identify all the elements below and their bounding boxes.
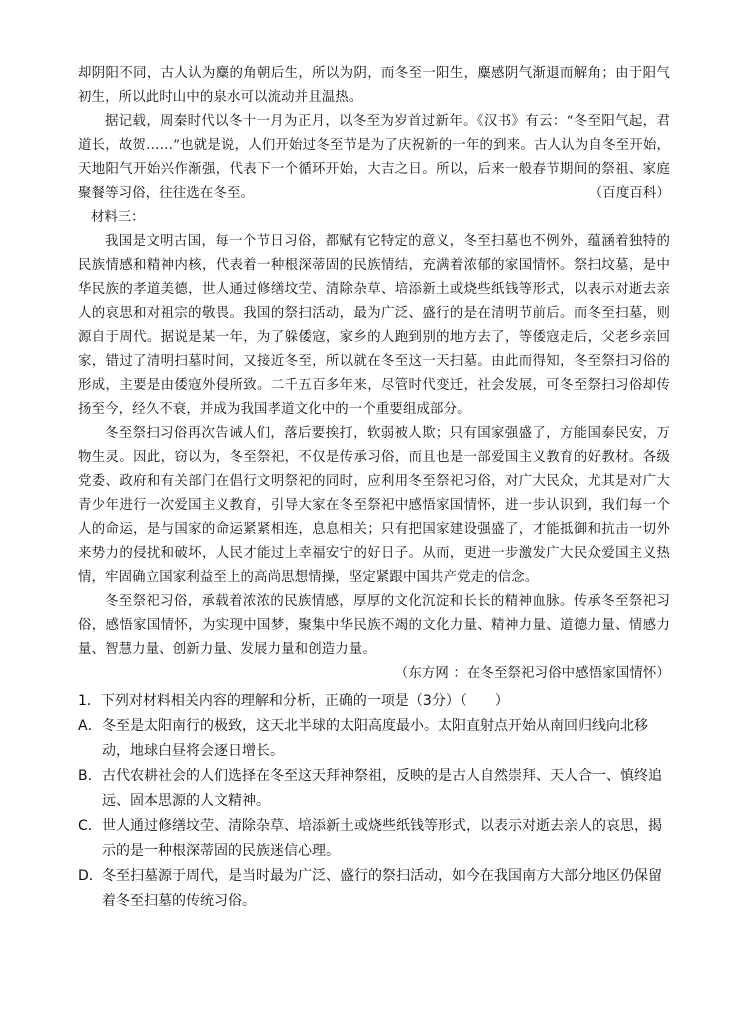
- option-b[interactable]: [78, 764, 670, 814]
- passage-paragraph-2-text: 据记载，周秦时代以冬十一月为正月，以冬至为岁首过新年。《汉书》有云：“冬至阳气起，君道长，故贺……”也就是说，人们开始过冬至节是为了庆祝新的一年的到来。古人认为自冬至开始，天地阳气开始兴作渐强，代表下一个循环开始，大吉之日。所以，后来一般春节期间的祭祖、家庭聚餐等习俗，往往选在冬至。: [78, 114, 670, 201]
- option-d-text: 冬至扫墓源于周代，是当时最为广泛、盛行的祭扫活动，如今在我国南方大部分地区仍保留着冬至扫墓的传统习俗。: [102, 868, 662, 909]
- option-d-letter: D．: [78, 868, 103, 884]
- question-1: [78, 689, 670, 914]
- option-c-text: 世人通过修缮坟茔、清除杂草、培添新土或烧些纸钱等形式，以表示对逝去亲人的哀思，揭示的是一种根深蒂固的民族迷信心理。: [102, 818, 662, 859]
- option-b-letter: B．: [78, 768, 102, 784]
- option-a[interactable]: [78, 714, 670, 764]
- source-citation-baidu: （百度百科）: [588, 186, 670, 201]
- passage-paragraph-3: 我国是文明古国，每一个节日习俗，都赋有它特定的意义，冬至扫墓也不例外，蕴涵着独特的民族情感和精神内核，代表着一种根深蒂固的民族情结，充满着浓郁的家国情怀。祭扫坟墓，是中华民族的孝道美德，世人通过修缮坟茔、清除杂草、培添新土或烧些纸钱等形式，以表示对逝去亲人的哀思和对祖宗的敬畏。我国的祭扫活动，最为广泛、盛行的是在清明节前后。而冬至扫墓，则源自于周代。据说是某一年，为了躲倭寇，家乡的人跑到别的地方去了，等倭寇走后，父老乡亲回家，错过了清明扫墓时间，又接近冬至，所以就在冬至这一天扫墓。由此而得知，冬至祭扫习俗的形成，主要是由倭寇外侵所致。二千五百多年来，尽管时代变迁，社会发展，可冬至祭扫习俗却传扬至今，经久不衰，并成为我国孝道文化中的一个重要组成部分。: [78, 234, 670, 417]
- option-c-letter: C．: [78, 818, 102, 834]
- option-a-text: 冬至是太阳南行的极致，这天北半球的太阳高度最小。太阳直射点开始从南回归线向北移动，地球白昼将会逐日增长。: [102, 718, 648, 759]
- source-citation-eastday: （东方网 ：在冬至祭祀习俗中感悟家国情怀）: [394, 666, 670, 681]
- passage-paragraph-5: 冬至祭祀习俗，承载着浓浓的民族情感，厚厚的文化沉淀和长长的精神血脉。传承冬至祭祀习俗，感悟家国情怀，为实现中国梦，聚集中华民族不竭的文化力量、精神力量、道德力量、情感力量、智慧力量、创新力量、发展力量和创造力量。: [78, 594, 670, 657]
- option-d[interactable]: [78, 864, 670, 914]
- option-b-text: 古代农耕社会的人们选择在冬至这天拜神祭祖，反映的是古人自然崇拜、天人合一、慎终追远、固本思源的人文精神。: [102, 768, 662, 809]
- passage-paragraph-1: 却阴阳不同，古人认为麋的角朝后生，所以为阴，而冬至一阳生，麋感阴气渐退而解角；由于阳气初生，所以此时山中的泉水可以流动并且温热。: [78, 66, 670, 105]
- option-a-letter: A．: [78, 718, 102, 734]
- passage-paragraph-4: 冬至祭扫习俗再次告诫人们，落后要挨打，软弱被人欺；只有国家强盛了，方能国泰民安，万物生灵。因此，窃以为，冬至祭祀，不仅是传承习俗，而且也是一部爱国主义教育的好教材。各级党委、政府和有关部门在倡行文明祭祀的同时，应利用冬至祭祀习俗，对广大民众，尤其是对广大青少年进行一次爱国主义教育，引导大家在冬至祭祀中感悟家国情怀，进一步认识到，我们每一个人的命运，是与国家的命运紧紧相连，息息相关；只有把国家建设强盛了，才能抵御和抗击一切外来势力的侵扰和破坏，人民才能过上幸福安宁的好日子。从而，更进一步激发广大民众爱国主义热情，牢固确立国家利益至上的高尚思想情操，坚定紧跟中国共产党走的信念。: [78, 426, 670, 585]
- question-stem: 1．下列对材料相关内容的理解和分析，正确的一项是（3分）（ ）: [78, 693, 509, 709]
- document-page: [78, 62, 670, 914]
- passage-paragraph-2: [78, 110, 670, 206]
- option-c[interactable]: [78, 814, 670, 864]
- material-3-heading: 材料三：: [91, 210, 145, 225]
